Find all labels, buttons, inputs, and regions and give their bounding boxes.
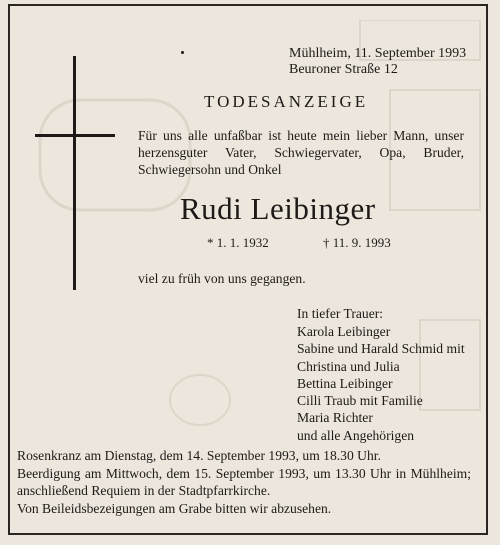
print-dot [181, 51, 184, 54]
mourner-item: Christina und Julia [297, 358, 400, 374]
street-address: Beuroner Straße 12 [289, 62, 398, 77]
passing-text: viel zu früh von uns gegangen. [138, 271, 306, 286]
mourners-list [297, 323, 465, 444]
mourner-item: Cilli Traub mit Familie [297, 393, 423, 409]
mourners-heading: In tiefer Trauer: [297, 306, 384, 321]
birth-date: * 1. 1. 1932 [207, 235, 269, 250]
notice-title: TODESANZEIGE [204, 92, 369, 111]
place-date: Mühlheim, 11. September 1993 [289, 46, 467, 61]
mourner-item: Karola Leibinger [297, 324, 391, 339]
cross-icon-beam [35, 134, 115, 137]
cross-icon [73, 56, 76, 290]
mourner-item: Maria Richter [297, 410, 373, 426]
rosary-info: Rosenkranz am Dienstag, dem 14. September 1993, um 18.30 Uhr. [17, 448, 381, 463]
mourner-item: Bettina Leibinger [297, 375, 393, 391]
deceased-name: Rudi Leibinger [180, 191, 376, 226]
intro-text: Für uns alle unfaßbar ist heute mein lieber Mann, unser herzensguter Vater, Schwiegervater, Opa, Bruder, Schwiegersohn und Onkel [138, 128, 464, 177]
death-date: † 11. 9. 1993 [323, 235, 391, 250]
funeral-info: Beerdigung am Mittwoch, dem 15. September 1993, um 13.30 Uhr in Mühlheim; anschließend Requiem in der Stadtpfarrkirche. [17, 466, 471, 498]
mourner-item: Sabine und Harald Schmid mit [297, 341, 465, 357]
condolence-note: Von Beileidsbezeigungen am Grabe bitten wir abzusehen. [17, 501, 332, 516]
mourner-item: und alle Angehörigen [297, 427, 415, 443]
